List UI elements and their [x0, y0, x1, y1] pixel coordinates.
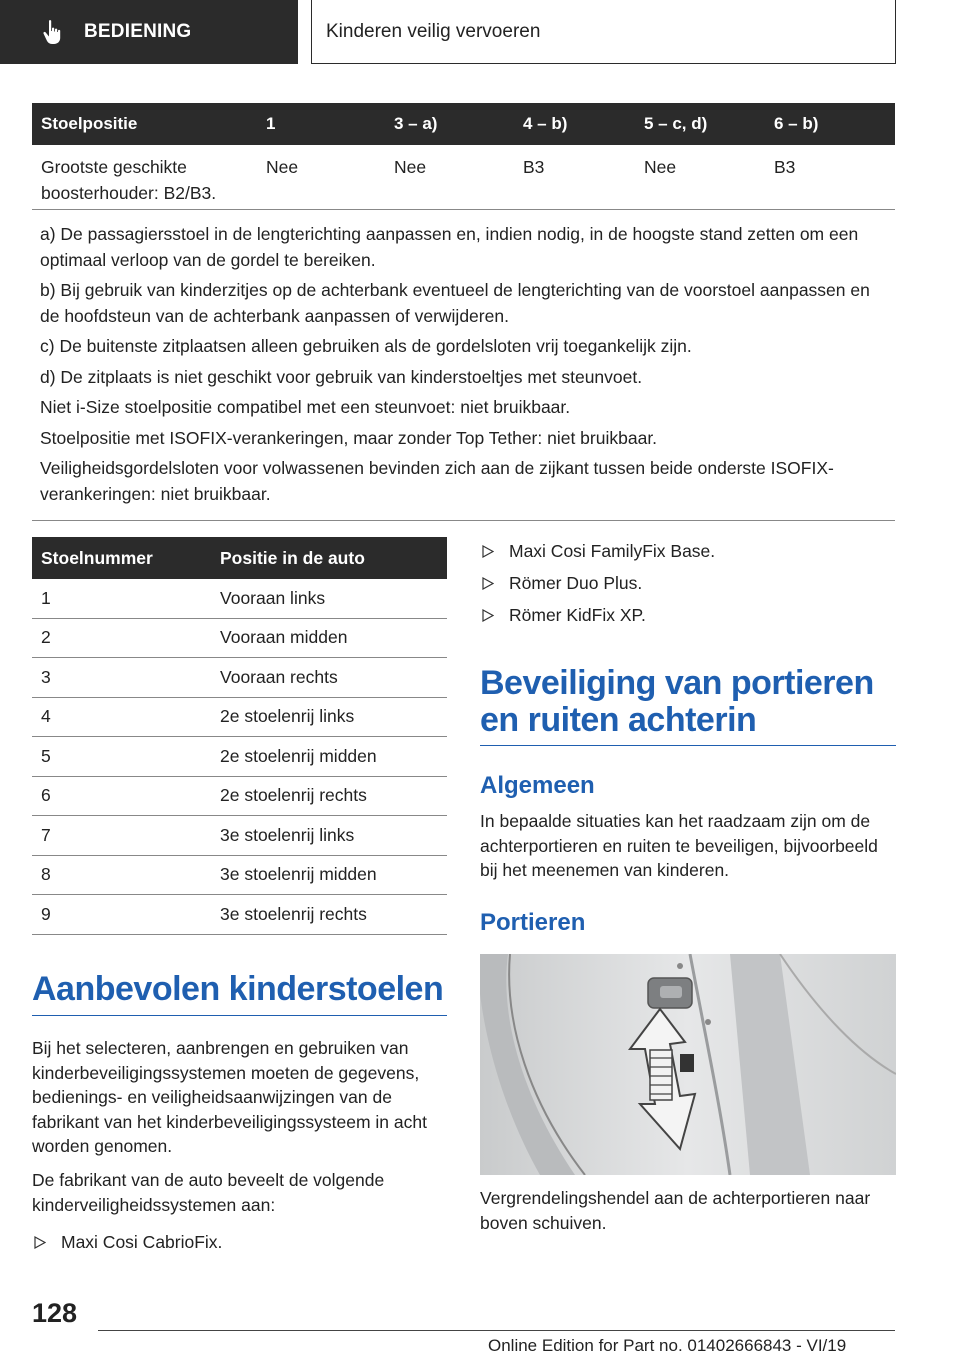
table-cell: Vooraan rechts	[220, 666, 338, 687]
footer-divider	[98, 1330, 895, 1331]
footnote: d) De zitplaats is niet geschikt voor gebruik van kinderstoeltjes met steunvoet.	[40, 366, 643, 387]
table-cell: Nee	[266, 157, 299, 177]
heading-line: en ruiten achterin	[480, 701, 757, 739]
header-cell: Stoelnummer	[41, 547, 153, 568]
paragraph: De fabrikant van de auto beveelt de volgende kinderveiligheidssystemen aan:	[32, 1170, 385, 1215]
table-row	[32, 579, 447, 619]
table-cell: 7	[41, 824, 51, 845]
section-heading	[480, 665, 896, 746]
table-row	[32, 145, 895, 209]
table-cell: Nee	[644, 157, 677, 177]
door-lock-illustration	[480, 954, 896, 1175]
recommended-list	[32, 1226, 450, 1258]
page-number: 128	[32, 1298, 78, 1328]
triangle-bullet-icon	[482, 609, 496, 622]
table-cell: B3	[774, 157, 796, 177]
list-item	[480, 599, 896, 631]
table-cell: 2e stoelenrij rechts	[220, 785, 367, 806]
list-item-label: Römer Duo Plus.	[509, 572, 643, 593]
table-cell: Vooraan links	[220, 587, 326, 608]
table-header	[32, 537, 447, 579]
header-cell: 1	[266, 114, 276, 133]
list-item	[480, 567, 896, 599]
recommended-list-continued	[480, 535, 896, 631]
figure-caption: Vergrendelingshendel aan de achterportieren naar boven schuiven.	[480, 1188, 871, 1233]
table-cell: 2e stoelenrij midden	[220, 745, 377, 766]
section-label: BEDIENING	[84, 21, 192, 42]
table-header	[32, 103, 895, 145]
page-title-text: Kinderen veilig vervoeren	[326, 20, 541, 42]
table-cell: 8	[41, 864, 51, 885]
list-item-label: Römer KidFix XP.	[509, 604, 646, 625]
page-title	[311, 0, 896, 64]
table-cell: Nee	[394, 157, 427, 177]
table-row	[32, 658, 447, 698]
hand-pointer-icon	[42, 17, 82, 47]
footer-edition: Online Edition for Part no. 01402666843 - VI/19	[488, 1336, 847, 1355]
subheading: Portieren	[480, 909, 586, 936]
table-row	[32, 777, 447, 817]
list-item-label: Maxi Cosi CabrioFix.	[61, 1231, 223, 1252]
triangle-bullet-icon	[34, 1236, 48, 1249]
header-cell: 6 – b)	[774, 114, 819, 133]
subheading: Algemeen	[480, 772, 595, 799]
table-row	[32, 737, 447, 777]
footnote: a) De passagiersstoel in de lengterichting aanpassen en, indien nodig, in de hoogste stand zetten om een optimaal verloop van de gordel te bereiken.	[40, 224, 859, 270]
table-footnotes	[32, 210, 895, 521]
footnote: b) Bij gebruik van kinderzitjes op de achterbank eventueel de lengterichting van de voorstoel aanpassen en de hoofdsteun van de achterbank aanpassen of verwijderen.	[40, 280, 870, 326]
table-cell: 6	[41, 785, 51, 806]
table-cell: 5	[41, 745, 51, 766]
table-cell: Grootste geschikte boosterhouder: B2/B3.	[41, 157, 217, 203]
table-row	[32, 698, 447, 738]
list-item-label: Maxi Cosi FamilyFix Base.	[509, 540, 716, 561]
table-cell: 4	[41, 706, 51, 727]
table-cell: 3	[41, 666, 51, 687]
footnote: c) De buitenste zitplaatsen alleen gebruiken als de gordelsloten vrij toegankelijk zijn.	[40, 336, 692, 356]
table-row	[32, 619, 447, 659]
seat-compatibility-table	[32, 103, 895, 521]
triangle-bullet-icon	[482, 577, 496, 590]
header-cell: 3 – a)	[394, 114, 438, 133]
table-row	[32, 816, 447, 856]
heading-line: Beveiliging van portieren	[480, 664, 874, 702]
footnote: Veiligheidsgordelsloten voor volwassenen bevinden zich aan de zijkant tussen beide onderste ISOFIX-verankeringen: niet bruikbaar.	[40, 458, 834, 504]
table-row	[32, 895, 447, 935]
table-cell: 9	[41, 903, 51, 924]
list-item	[480, 535, 896, 567]
paragraph: Bij het selecteren, aanbrengen en gebruiken van kinderbeveiligingssystemen moeten de gegevens, bedienings- en veiligheidsaanwijzingen van de fabrikant van het kinderbeveiligingssysteem in acht worden genomen.	[32, 1038, 427, 1156]
section-tab	[0, 0, 298, 64]
table-cell: 3e stoelenrij links	[220, 824, 355, 845]
header-cell: Positie in de auto	[220, 547, 365, 568]
footnote: Niet i-Size stoelpositie compatibel met een steunvoet: niet bruikbaar.	[40, 397, 571, 417]
seat-number-table	[32, 537, 447, 935]
table-cell: 3e stoelenrij rechts	[220, 903, 367, 924]
header-cell: 5 – c, d)	[644, 114, 708, 133]
table-cell: 2	[41, 627, 51, 648]
triangle-bullet-icon	[482, 545, 496, 558]
footnote: Stoelpositie met ISOFIX-verankeringen, maar zonder Top Tether: niet bruikbaar.	[40, 427, 658, 448]
section-heading: Aanbevolen kinderstoelen	[32, 970, 447, 1016]
table-cell: 3e stoelenrij midden	[220, 864, 377, 885]
table-row	[32, 856, 447, 896]
header-cell: 4 – b)	[523, 114, 568, 133]
table-cell: B3	[523, 157, 545, 177]
paragraph: In bepaalde situaties kan het raadzaam zijn om de achterportieren en ruiten te beveiligen, bijvoorbeeld bij het meenemen van kinderen.	[480, 811, 878, 880]
list-item	[32, 1226, 450, 1258]
header-cell: Stoelpositie	[41, 114, 138, 133]
table-cell: 2e stoelenrij links	[220, 706, 355, 727]
table-cell: 1	[41, 587, 51, 608]
table-cell: Vooraan midden	[220, 627, 348, 648]
